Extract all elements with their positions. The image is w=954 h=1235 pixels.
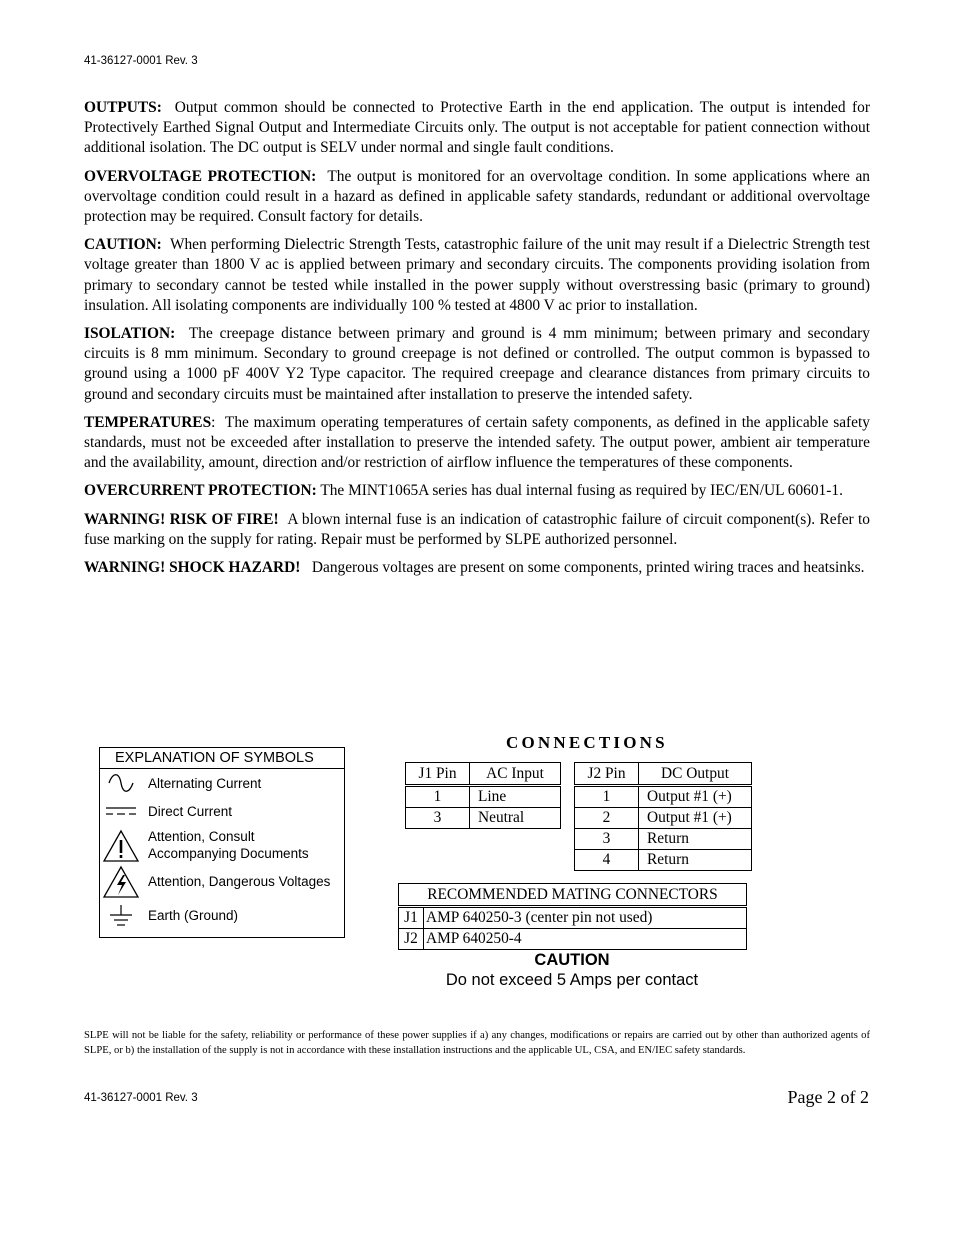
dangerous-voltage-icon bbox=[102, 864, 140, 900]
overvoltage-paragraph bbox=[84, 167, 870, 228]
symbol-row-dc bbox=[100, 800, 344, 822]
pin-cell: 3 bbox=[575, 829, 639, 850]
table-header-row bbox=[399, 884, 747, 907]
symbol-label-attention-line2: Accompanying Documents bbox=[148, 846, 309, 861]
direct-current-icon bbox=[102, 800, 140, 822]
temperatures-paragraph bbox=[84, 413, 870, 474]
temperatures-heading: TEMPERATURES bbox=[84, 413, 212, 431]
pin-cell: 1 bbox=[575, 786, 639, 808]
warning-fire-paragraph bbox=[84, 510, 870, 550]
symbol-label-attention bbox=[148, 828, 309, 862]
overvoltage-heading: OVERVOLTAGE PROTECTION: bbox=[84, 167, 317, 185]
mating-connectors-table bbox=[398, 883, 747, 950]
body-text bbox=[84, 98, 870, 586]
pin-cell: 1 bbox=[406, 786, 470, 808]
temperatures-heading-suffix: : bbox=[211, 413, 216, 431]
outputs-paragraph bbox=[84, 98, 870, 159]
document-number-header: 41-36127-0001 Rev. 3 bbox=[84, 55, 198, 67]
part-number-cell: AMP 640250-4 bbox=[424, 929, 747, 950]
signal-cell: Return bbox=[639, 850, 752, 871]
table-header-cell: J1 Pin bbox=[406, 763, 470, 786]
table-header-cell: J2 Pin bbox=[575, 763, 639, 786]
warning-shock-paragraph bbox=[84, 558, 870, 578]
symbol-row-ac bbox=[100, 770, 344, 796]
symbol-label-attention-line1: Attention, Consult bbox=[148, 829, 255, 844]
j1-pin-table bbox=[405, 762, 561, 829]
table-row bbox=[406, 786, 561, 808]
isolation-heading: ISOLATION: bbox=[84, 325, 176, 343]
contact-caution-title: CAUTION bbox=[534, 951, 610, 969]
caution-paragraph bbox=[84, 235, 870, 316]
table-row bbox=[575, 850, 752, 871]
table-row bbox=[399, 907, 747, 929]
disclaimer: SLPE will not be liable for the safety, reliability or performance of these power supplies if a) any changes, modifications or repairs are carried out by other than authorized agents of SLPE, or b) the installation of the supply is not in accordance with these installation instructions and the applicable UL, CSA, and EN/IEC safety standards. bbox=[84, 1030, 870, 1056]
page-number: Page 2 of 2 bbox=[787, 1087, 869, 1107]
warning-fire-heading: WARNING! RISK OF FIRE! bbox=[84, 510, 279, 528]
attention-icon bbox=[102, 828, 140, 864]
signal-cell: Neutral bbox=[470, 808, 561, 829]
j2-pin-table bbox=[574, 762, 752, 871]
connections-title: CONNECTIONS bbox=[506, 733, 668, 752]
table-row bbox=[575, 829, 752, 850]
table-header-row bbox=[406, 763, 561, 786]
pin-cell: 2 bbox=[575, 808, 639, 829]
table-header-cell: RECOMMENDED MATING CONNECTORS bbox=[399, 884, 747, 907]
temperatures-text: The maximum operating temperatures of certain safety components, as defined in the applicable safety standards, must not be exceeded after installation to preserve the intended safety. The output power, ambient air temperature and the availability, amount, direction and/or restriction of airflow influence the temperatures of these components. bbox=[84, 413, 870, 472]
signal-cell: Return bbox=[639, 829, 752, 850]
table-header-cell: DC Output bbox=[639, 763, 752, 786]
table-row bbox=[575, 808, 752, 829]
overvoltage-text: The output is monitored for an overvoltage condition. In some applications where an overvoltage condition could result in a hazard as defined in applicable safety standards, redundant or additional overvoltage protection may be required. Consult factory for details. bbox=[84, 167, 870, 226]
signal-cell: Line bbox=[470, 786, 561, 808]
symbol-label-earth: Earth (Ground) bbox=[148, 908, 239, 923]
symbol-row-voltage bbox=[100, 864, 344, 900]
pin-cell: 3 bbox=[406, 808, 470, 829]
pin-cell: 4 bbox=[575, 850, 639, 871]
caution-text: When performing Dielectric Strength Tests, catastrophic failure of the unit may result if a Dielectric Strength test voltage greater than 1800 V ac is applied between primary and secondary circuits. The components providing isolation from primary to secondary cannot be tested while installed in the power supply without overstressing basic (primary to ground) insulation. All isolating components are individually 100 % tested at 4800 V ac prior to installation. bbox=[84, 236, 870, 314]
isolation-paragraph bbox=[84, 324, 870, 405]
warning-shock-text: Dangerous voltages are present on some components, printed wiring traces and heatsinks. bbox=[311, 559, 865, 577]
document-number-footer: 41-36127-0001 Rev. 3 bbox=[84, 1092, 198, 1104]
alternating-current-icon bbox=[102, 772, 140, 794]
symbol-row-earth bbox=[100, 902, 344, 930]
connector-cell: J1 bbox=[399, 907, 424, 929]
contact-caution-text: Do not exceed 5 Amps per contact bbox=[445, 971, 699, 989]
symbols-legend bbox=[99, 747, 345, 938]
table-header-row bbox=[575, 763, 752, 786]
symbol-label-dc: Direct Current bbox=[148, 804, 233, 819]
table-header-cell: AC Input bbox=[470, 763, 561, 786]
warning-fire-text: A blown internal fuse is an indication of catastrophic failure of circuit component(s). Refer to fuse marking on the supply for rating. Repair must be performed by SLPE authorized personnel. bbox=[84, 510, 870, 548]
outputs-heading: OUTPUTS: bbox=[84, 99, 162, 116]
caution-heading: CAUTION: bbox=[84, 236, 162, 254]
connector-cell: J2 bbox=[399, 929, 424, 950]
overcurrent-text: The MINT1065A series has dual internal fusing as required by IEC/EN/UL 60601-1. bbox=[320, 482, 843, 500]
symbol-label-ac: Alternating Current bbox=[148, 776, 262, 791]
earth-ground-icon bbox=[102, 902, 140, 930]
overcurrent-paragraph bbox=[84, 481, 870, 501]
signal-cell: Output #1 (+) bbox=[639, 808, 752, 829]
outputs-text: Output common should be connected to Protective Earth in the end application. The output is intended for Protectively Earthed Signal Output and Intermediate Circuits only. The output is not acceptable for patient connection without additional isolation. The DC output is SELV under normal and single fault conditions. bbox=[84, 99, 870, 157]
overcurrent-heading: OVERCURRENT PROTECTION: bbox=[84, 482, 317, 500]
symbol-label-voltage: Attention, Dangerous Voltages bbox=[148, 874, 331, 889]
table-row bbox=[399, 929, 747, 950]
signal-cell: Output #1 (+) bbox=[639, 786, 752, 808]
symbols-title: EXPLANATION OF SYMBOLS bbox=[100, 748, 344, 769]
table-row bbox=[406, 808, 561, 829]
isolation-text: The creepage distance between primary and ground is 4 mm minimum; between primary and secondary circuits is 8 mm minimum. Secondary to ground creepage is not defined or controlled. The output common is bypassed to ground using a 1000 pF 400V Y2 Type capacitor. The required creepage and clearance distances from primary circuits to ground and secondary circuits must be maintained after installation to preserve the intended safety. bbox=[84, 325, 870, 403]
table-row bbox=[575, 786, 752, 808]
warning-shock-heading: WARNING! SHOCK HAZARD! bbox=[84, 559, 301, 577]
part-number-cell: AMP 640250-3 (center pin not used) bbox=[424, 907, 747, 929]
symbol-row-attention bbox=[100, 828, 344, 864]
